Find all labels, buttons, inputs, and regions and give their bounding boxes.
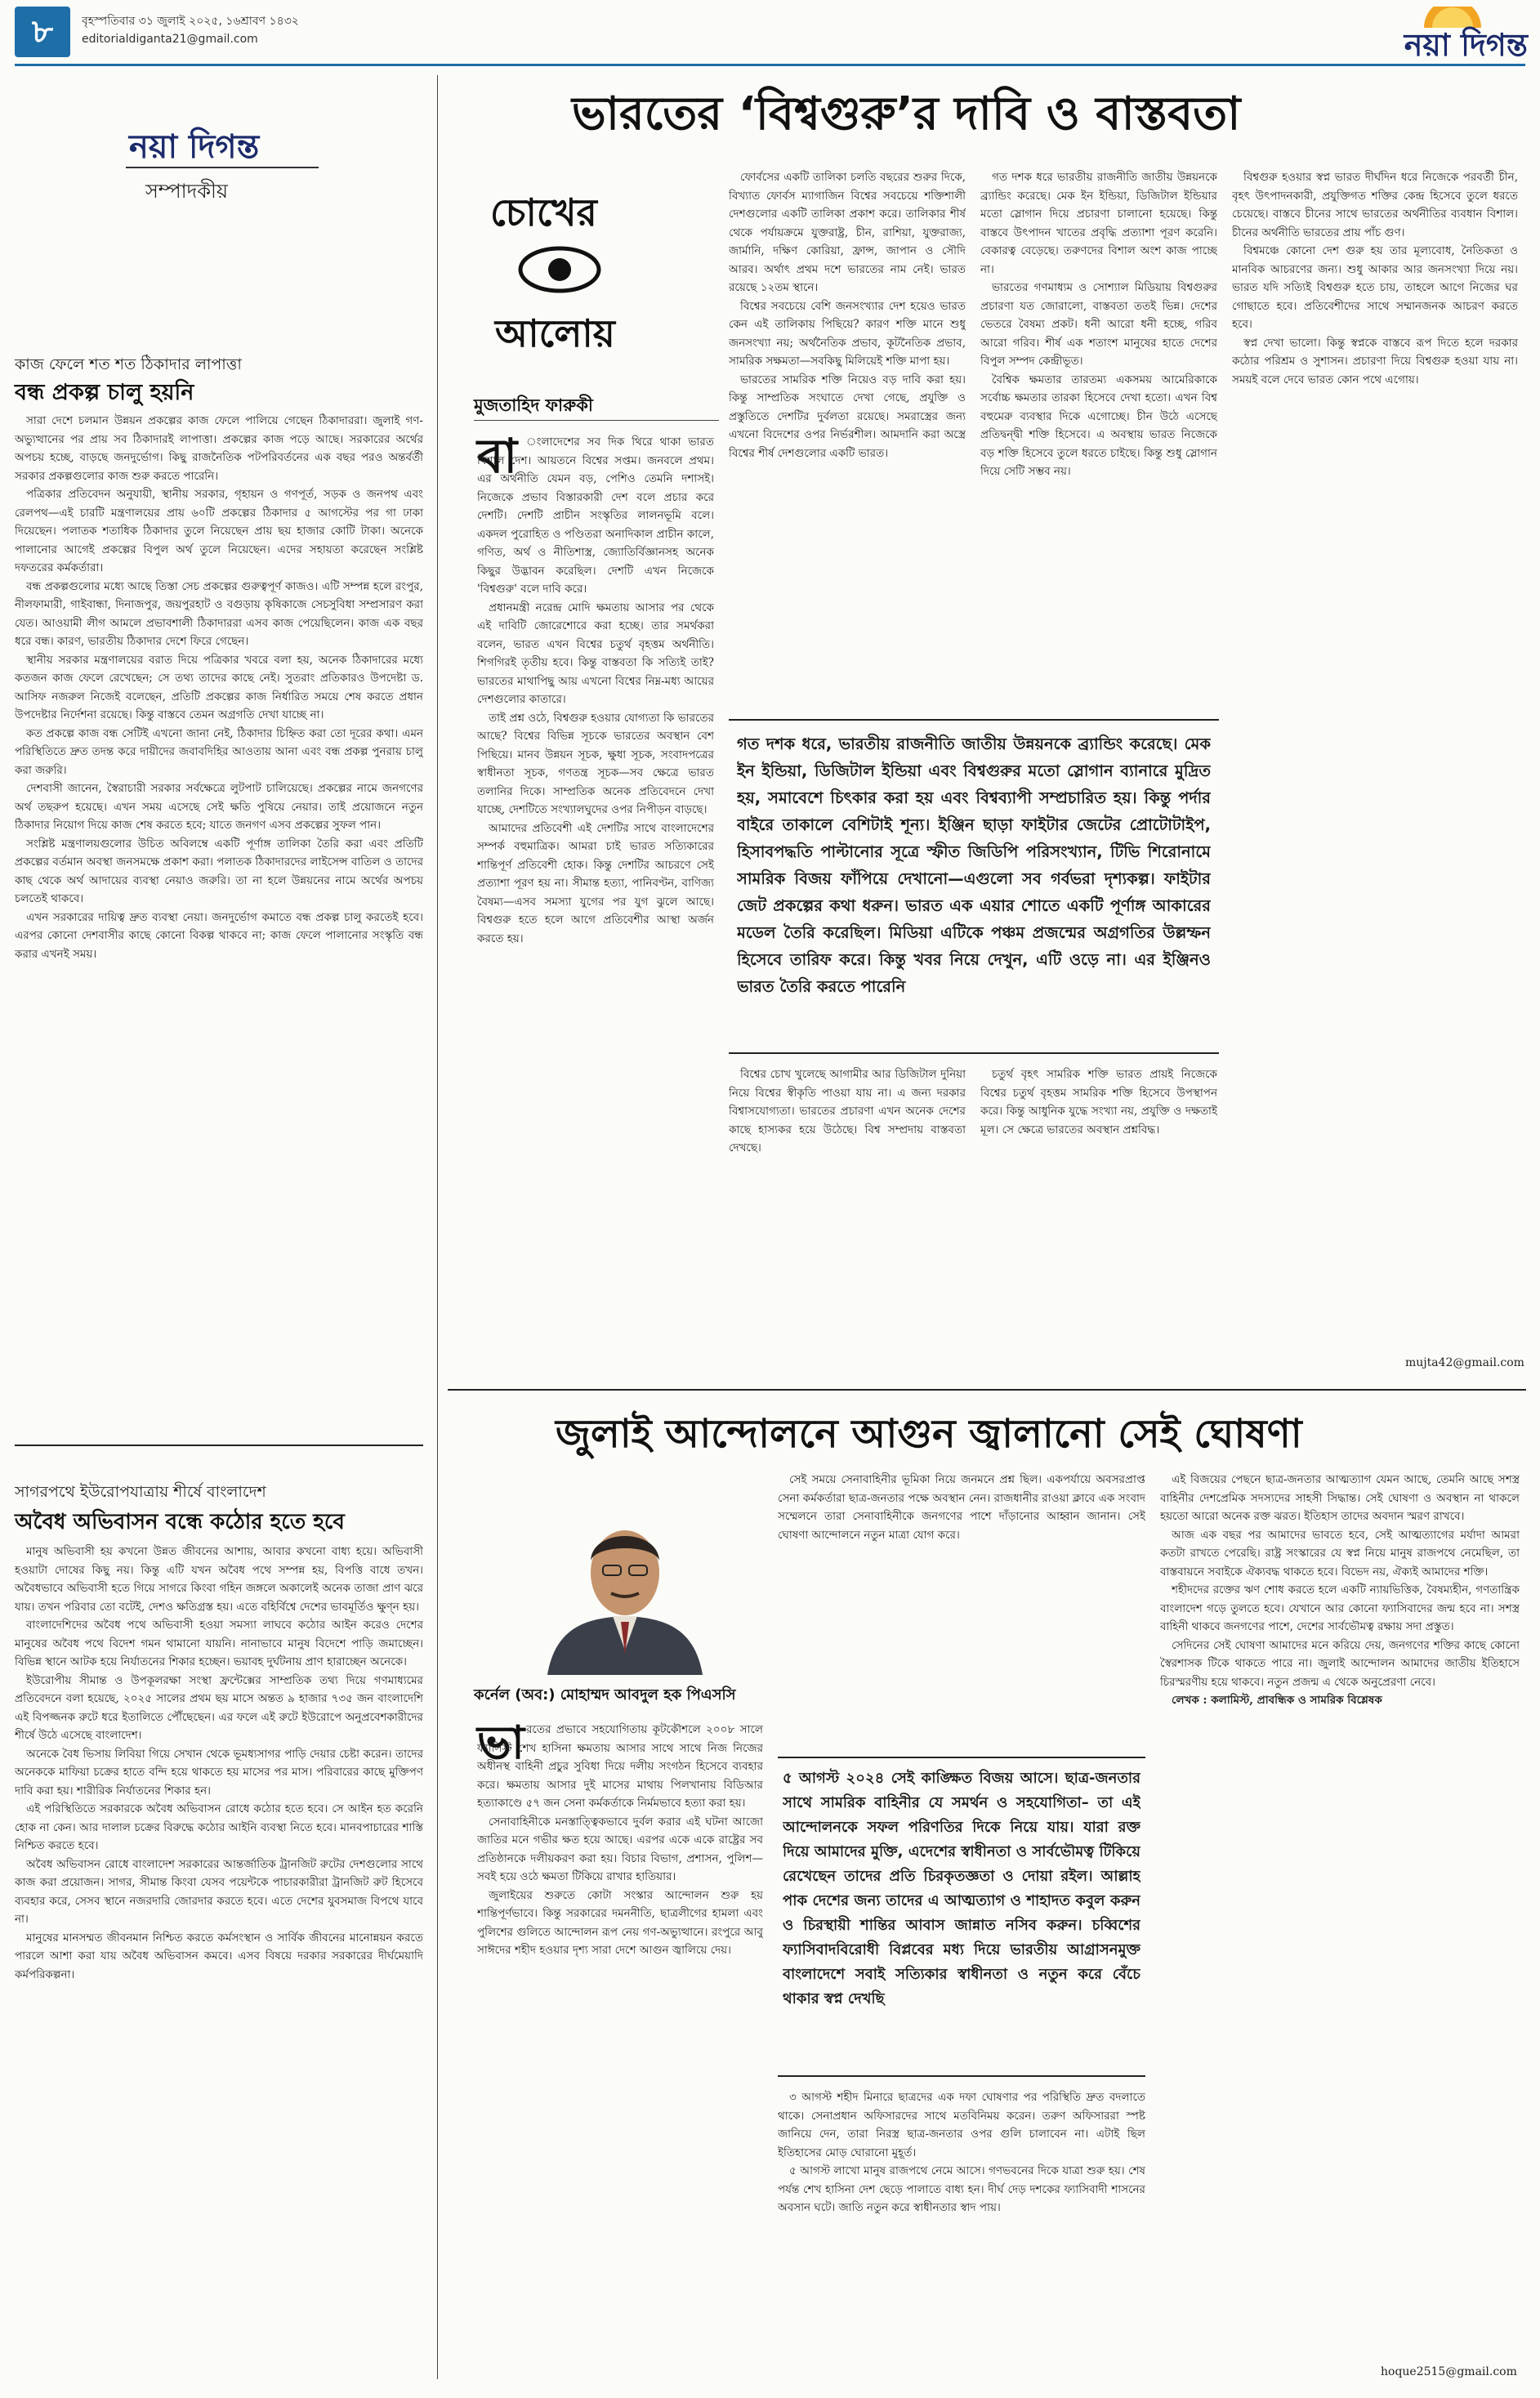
article2-dropcap: ভা xyxy=(477,1716,524,1770)
author-rule xyxy=(474,420,719,421)
item2-paragraph: অনেকে বৈধ ভিসায় লিবিয়া গিয়ে সেখান থেকে ভূমধ্যসাগর পাড়ি দেয়ার চেষ্টা করেন। তাদের অনেককে মাফিয়া চক্রের হাতে বন্দি হয়ে থাকতে হয় মাসের পর মাস। পরিবারের কাছে মুক্তিপণ দাবি করা হয়। শারীরিক নির্যাতনের শিকার হন। xyxy=(15,1747,423,1797)
article1-col2 xyxy=(729,168,966,708)
article1-dropcap: বা xyxy=(477,428,518,484)
article2-paragraph: সেনাবাহিনীকে মনস্তাত্ত্বিকভাবে দুর্বল করার এই ঘটনা আজো জাতির মনে গভীর ক্ষত হয়ে আছে। এরপর একে একে রাষ্ট্রের সব প্রতিষ্ঠানকে দলীয়করণ করা হয়। বিচার বিভাগ, প্রশাসন, পুলিশ—সবই হয়ে ওঠে ক্ষমতা টিকিয়ে রাখার হাতিয়ার। xyxy=(477,1815,763,1883)
article2-paragraph: ৩ আগস্ট শহীদ মিনারে ছাত্রদের এক দফা ঘোষণার পর পরিস্থিতি দ্রুত বদলাতে থাকে। সেনাপ্রধান অফিসারদের সাথে মতবিনিময় করেন। তরুণ অফিসাররা স্পষ্ট জানিয়ে দেন, তারা নিরস্ত্র ছাত্র-জনতার ওপর গুলি চালাবেন না। এটাই ছিল ইতিহাসের মোড় ঘোরানো মুহূর্ত। xyxy=(778,2091,1145,2159)
column-logo xyxy=(474,176,645,381)
author-photo xyxy=(531,1512,719,1675)
article1-paragraph: চতুর্থ বৃহৎ সামরিক শক্তি ভারত প্রায়ই নিজেকে বিশ্বের চতুর্থ বৃহত্তম সামরিক শক্তি হিসেবে উপস্থাপন করে। কিন্তু আধুনিক যুদ্ধে সংখ্যা নয়, প্রযুক্তি ও দক্ষতাই মূল। সে ক্ষেত্রে ভারতের অবস্থান প্রশ্নবিদ্ধ। xyxy=(980,1068,1217,1136)
article1-paragraph: বৈশ্বিক ক্ষমতার তারতম্য একসময় আমেরিকাকে সর্বোচ্চ ক্ষমতার তারকা হিসেবে দেখা হতো। এখন বিশ্ব বহুমেরু ব্যবস্থার দিকে এগোচ্ছে। চীন উঠে এসেছে প্রতিদ্বন্দ্বী শক্তি হিসেবে। এ অবস্থায় ভারত নিজেকে বড় শক্তি হিসেবে তুলে ধরতে চাইছে। কিন্তু শুধু স্লোগান দিয়ে সেটি সম্ভব নয়। xyxy=(980,373,1217,478)
article1-paragraph: ভারতের গণমাধ্যম ও সোশ্যাল মিডিয়ায় বিশ্বগুরুর প্রচারণা যত জোরালো, বাস্তবতা ততই ভিন্ন। দেশের ভেতরে বৈষম্য প্রকট। ধনী আরো ধনী হচ্ছে, গরিব আরো গরিব। শীর্ষ এক শতাংশ মানুষের হাতে দেশের বিপুল সম্পদ কেন্দ্রীভূত। xyxy=(980,281,1217,368)
article2-col2b xyxy=(778,2088,1145,2366)
author-portrait-icon xyxy=(531,1512,719,1675)
editorial-logo-underline xyxy=(126,167,319,168)
editorial-column xyxy=(15,75,423,2379)
item1-kicker: কাজ ফেলে শত শত ঠিকাদার লাপাত্তা xyxy=(15,355,242,373)
article2-callout xyxy=(778,1757,1145,2077)
page-number: ৮ xyxy=(32,13,53,51)
article1-col4 xyxy=(1232,168,1518,1345)
item2-paragraph: বাংলাদেশিদের অবৈধ পথে অভিবাসী হওয়া সমস্যা লাঘবে কঠোর আইন করেও দেশের মানুষের অবৈধ পথে বিদেশ গমন থামানো যায়নি। নানাভাবে মানুষ বিদেশে পাড়ি জমাচ্ছেন। বিভিন্ন স্থানে আটক হয়ে নির্যাতনের শিকার হচ্ছেন। ভয়াবহ দুর্ঘটনায় প্রাণ হারাচ্ছেন অনেকে। xyxy=(15,1619,423,1668)
article1-callout xyxy=(729,719,1219,1054)
article1-paragraph: ংলাদেশের সব দিক থিরে থাকা ভারত বিশাল দেশ। আয়তনে বিশ্বের সপ্তম। জনবলে প্রথম। এর অর্থনীতি যেমন বড়, পেশিও তেমনি দশাসই। নিজেকে প্রভাব বিস্তারকারী দেশ বলে প্রচার করে দেশটি। দেশটি প্রাচীন সংস্কৃতির লালনভূমি বলে। একদল পুরোহিত ও পণ্ডিতরা অনাদিকাল প্রাচীন কালে, গণিত, অর্থ ও নীতিশাস্ত্র, জ্যোতির্বিজ্ঞানসহ অনেক কিছুর উদ্ভাবন করেছিল। দেশটি এখন নিজেকে 'বিশ্বগুরু' বলে দাবি করে। xyxy=(477,435,714,596)
item2-paragraph: ইউরোপীয় সীমান্ত ও উপকূলরক্ষা সংস্থা ফ্রন্টেক্সের সাম্প্রতিক তথ্য দিয়ে গণমাধ্যমের প্রতিবেদনে বলা হয়েছে, ২০২৫ সালের প্রথম ছয় মাসে অন্তত ৯ হাজার ৭৩৫ জন বাংলাদেশি এই বিপজ্জনক রুটে ধরে ইতালিতে পৌঁছেছেন। এর ফলে এই রুটে ইউরোপে অনুপ্রবেশকারীদের শীর্ষে উঠে এসেছে বাংলাদেশ। xyxy=(15,1673,423,1742)
eye-icon xyxy=(515,243,605,296)
editorial-divider xyxy=(15,1445,423,1446)
article-divider xyxy=(448,1389,1526,1391)
item2-headline: অবৈধ অভিবাসন বন্ধে কঠোর হতে হবে xyxy=(15,1510,345,1534)
editorial-logo: নয়া দিগন্ত xyxy=(129,128,260,166)
article2-col1 xyxy=(477,1716,763,2366)
item1-paragraph: সারা দেশে চলমান উন্নয়ন প্রকল্পের কাজ ফেলে পালিয়ে গেছেন ঠিকাদাররা। জুলাই গণ-অভ্যুত্থানের পর প্রায় সব ঠিকাদারই লাপাত্তা। প্রকল্পের কাজ পড়ে আছে। সরকারের অর্থের অপচয় হচ্ছে, বাড়ছে জনদুর্ভোগ। কিছু রাজনৈতিক পটপরিবর্তনের এক বছর পরও অন্তর্বর্তী সরকার প্রকল্পগুলোর কাজ শুরু করতে পারেনি। xyxy=(15,414,423,483)
article2-paragraph: শহীদদের রক্তের ঋণ শোধ করতে হলে একটি ন্যায়ভিত্তিক, বৈষম্যহীন, গণতান্ত্রিক বাংলাদেশ গড়ে তুলতে হবে। যেখানে আর কোনো ফ্যাসিবাদের জন্ম হবে না। সশস্ত্র বাহিনী থাকবে জনগণের পাশে, দেশের সার্বভৌমত্ব রক্ষায় সদা প্রস্তুত। xyxy=(1160,1583,1520,1633)
article2-signoff[interactable]: hoque2515@gmail.com xyxy=(1381,2365,1517,2378)
item1-paragraph: দেশবাসী জানেন, স্বৈরাচারী সরকার সর্বক্ষেত্রে লুটপাট চালিয়েছে। প্রকল্পের নামে জনগণের অর্থ তছরুপ হয়েছে। এখন সময় এসেছে সেই ক্ষতি পুষিয়ে নেয়ার। তাই প্রয়োজনে নতুন ঠিকাদার নিয়োগ দিয়ে কাজ শেষ করতে হবে; যাতে জনগণ এসব প্রকল্পের সুফল পান। xyxy=(15,782,423,832)
article1-paragraph: বিশ্বমঞ্চে কোনো দেশ গুরু হয় তার মূল্যবোধ, নৈতিকতা ও মানবিক আচরণের জন্য। শুধু আকার আর জনসংখ্যা দিয়ে নয়। ভারত যদি সত্যিই বিশ্বগুরু হতে চায়, তাহলে আগে নিজের ঘর গোছাতে হবে। প্রতিবেশীদের সাথে সম্মানজনক আচরণ করতে হবে। xyxy=(1232,244,1518,331)
item1-headline: বন্ধ প্রকল্প চালু হয়নি xyxy=(15,380,194,405)
article1-paragraph: আমাদের প্রতিবেশী এই দেশটির সাথে বাংলাদেশের সম্পর্ক বহুমাত্রিক। আমরা চাই ভারত সত্যিকারের শান্তিপূর্ণ প্রতিবেশী হোক। কিন্তু দেশটির আচরণে সেই প্রত্যাশা পূরণ হয় না। সীমান্ত হত্যা, পানিবণ্টন, বাণিজ্য বৈষম্য—এসব সমস্যা যুগের পর যুগ ঝুলে আছে। বিশ্বগুরু হতে হলে আগে প্রতিবেশীর আস্থা অর্জন করতে হয়। xyxy=(477,821,714,945)
article1-callout-text: গত দশক ধরে, ভারতীয় রাজনীতি জাতীয় উন্নয়নকে ব্র্যান্ডিং করেছে। মেক ইন ইন্ডিয়া, ডিজিটাল ইন্ডিয়া এবং বিশ্বগুরুর মতো স্লোগান ব্যানারে মুদ্রিত হয়, সমাবেশে চিৎকার করা হয় এবং বিশ্বব্যাপী সম্প্রচারিত হয়। কিন্তু পর্দার বাইরে তাকালে বেশিটাই শূন্য। ইঞ্জিন ছাড়া ফাইটার জেটের প্রোটোটাইপ, হিসাবপদ্ধতি পাল্টানোর সূত্রে স্ফীত জিডিপি পরিসংখ্যান, টিভি শিরোনামে সামরিক বিজয় ফাঁপিয়ে দেখানো—এগুলো সব গর্বভরা দৃশ্যকল্প। ফাইটার জেট প্রকল্পের কথা ধরুন। ভারত এক এয়ার শোতে একটি পূর্ণাঙ্গ আকারের মডেল তৈরি করেছিল। মিডিয়া এটিকে পঞ্চম প্রজন্মের অগ্রগতির উল্লম্ফন হিসেবে তারিফ করে। কিন্তু খবর নিয়ে দেখুন, এটি ওড়ে না। এর ইঞ্জিনও ভারত তৈরি করতে পারেনি xyxy=(737,735,1211,996)
article2-col3 xyxy=(1160,1471,1520,2337)
column-logo-bottom: আলোয় xyxy=(495,311,615,355)
article2-paragraph: এই বিজয়ের পেছনে ছাত্র-জনতার আত্মত্যাগ যেমন আছে, তেমনি আছে সশস্ত্র বাহিনীর দেশপ্রেমিক সদস্যদের সাহসী সিদ্ধান্ত। সেই ঘোষণা ও অবস্থান না থাকলে হয়তো আরো অনেক রক্ত ঝরত। ইতিহাস তাদের অবদান স্মরণ রাখবে। xyxy=(1160,1473,1520,1523)
article1-col3b xyxy=(980,1065,1217,1384)
article2-paragraph: সেদিনের সেই ঘোষণা আমাদের মনে করিয়ে দেয়, জনগণের শক্তির কাছে কোনো স্বৈরশাসক টিকে থাকতে পারে না। জুলাই আন্দোলন আমাদের জাতীয় ইতিহাসে চিরস্মরণীয় হয়ে থাকবে। নতুন প্রজন্ম এ থেকে অনুপ্রেরণা নেবে। xyxy=(1160,1638,1520,1689)
item1-paragraph: বন্ধ প্রকল্পগুলোর মধ্যে আছে তিস্তা সেচ প্রকল্পের গুরুত্বপূর্ণ কাজও। এটি সম্পন্ন হলে রংপুর, নীলফামারী, গাইবান্ধা, দিনাজপুর, জয়পুরহাট ও বগুড়ায় কৃষিকাজে সেচসুবিধা সম্প্রসারণ করা যেত। আওয়ামী লীগ আমলে প্রভাবশালী ঠিকাদাররা এসব কাজ পেয়েছিলেন। কাজ এক বছর ধরে বন্ধ। কারণ, ভারতীয় ঠিকাদার দেশে ফিরে গেছেন। xyxy=(15,579,423,648)
page-number-box xyxy=(15,7,70,57)
article1-paragraph: ফোর্বসের একটি তালিকা চলতি বছরের শুরুর দিকে, বিখ্যাত ফোর্বস ম্যাগাজিন বিশ্বের সবচেয়ে শক্তিশালী দেশগুলোর একটি তালিকা প্রকাশ করে। তালিকার শীর্ষ থেকে পর্যায়ক্রমে যুক্তরাষ্ট্র, চীন, রাশিয়া, যুক্তরাজ্য, জার্মানি, দক্ষিণ কোরিয়া, ফ্রান্স, জাপান ও সৌদি আরব। অর্থাৎ প্রথম দশে ভারতের নাম নেই। ভারত রয়েছে ১২তম স্থানে। xyxy=(729,171,966,294)
article1-col1 xyxy=(477,428,714,1413)
article1-col3 xyxy=(980,168,1217,708)
masthead-logo xyxy=(1340,7,1528,63)
item1-paragraph: এখন সরকারের দায়িত্ব দ্রুত ব্যবস্থা নেয়া। জনদুর্ভোগ কমাতে বন্ধ প্রকল্প চালু করতেই হবে। এরপর কোনো দেশবাসীর কাছে কোনো বিকল্প থাকবে না; কাজ ফেলে পালানোর সংস্কৃতি বন্ধ করার এখনই সময়। xyxy=(15,910,423,961)
article1-paragraph: স্বপ্ন দেখা ভালো। কিন্তু স্বপ্নকে বাস্তবে রূপ দিতে হলে দরকার কঠোর পরিশ্রম ও সুশাসন। প্রচারণা দিয়ে বিশ্বগুরু হওয়া যায় না। সময়ই বলে দেবে ভারত কোন পথে এগোয়। xyxy=(1232,336,1518,386)
item1-paragraph: স্থানীয় সরকার মন্ত্রণালয়ের বরাত দিয়ে পত্রিকার খবরে বলা হয়, অনেক ঠিকাদারের মধ্যে কতজন কাজ ফেলে রেখেছেন; সে তথ্য তাদের কাছে নেই। সুতরাং প্রতিকারও উপদেষ্টা ড. আসিফ নজরুল নিজেই বলেছেন, প্রতিটি প্রকল্পের কাজ নির্ধারিত সময়ে শেষ করতে প্রধান উপদেষ্টার নির্দেশনা রয়েছে। কিন্তু বাস্তবে তেমন অগ্রগতি দেখা যাচ্ছে না। xyxy=(15,653,423,721)
item1-paragraph: সংশ্লিষ্ট মন্ত্রণালয়গুলোর উচিত অবিলম্বে একটি পূর্ণাঙ্গ তালিকা তৈরি করা এবং প্রতিটি প্রকল্পের বর্তমান অবস্থা জনসমক্ষে প্রকাশ করা। পলাতক ঠিকাদারদের লাইসেন্স বাতিল ও তাদের কাছ থেকে অর্থ আদায়ের ব্যবস্থা নেয়াও জরুরি। তা না হলে উন্নয়নের নামে অর্থের অপচয় চলতেই থাকবে। xyxy=(15,837,423,905)
article2-paragraph: রতের প্রভাবে সহযোগিতায় কূটকৌশলে ২০০৮ সালে ফ্যাসিস্ট শেখ হাসিনা ক্ষমতায় আসার সাথে সাথে নিজ নিজের অধীনস্থ বাহিনী প্রচুর সুবিধা দিয়ে দলীয় সংগঠন হিসেবে ব্যবহার করে। ক্ষমতায় আসার দুই মাসের মাথায় পিলখানায় বিডিআর হত্যাকাণ্ডে ৫৭ জন সেনা কর্মকর্তাকে নির্মমভাবে হত্যা করা হয়। xyxy=(477,1723,763,1810)
item2-paragraph: মানুষ অভিবাসী হয় কখনো উন্নত জীবনের আশায়, আবার কখনো বাধ্য হয়ে। অভিবাসী হওয়াটা দোষের কিছু নয়। কিন্তু এটি যখন অবৈধ পথে সম্পন্ন হয়, বিপত্তি বাধে তখন। অবৈধভাবে অভিবাসী হতে গিয়ে সাগরে কিংবা গহিন জঙ্গলে অকালেই অনেক তাজা প্রাণ ঝরে যায়। তখন পরিবার তো বটেই, দেশও ক্ষতিগ্রস্ত হয়। এতে বহির্বিশ্বে দেশের ভাবমূর্তিও ক্ষুণ্ন হয়। xyxy=(15,1545,423,1614)
section-label: সম্পাদকীয় xyxy=(145,180,229,203)
article2-author: কর্নেল (অব:) মোহাম্মদ আবদুল হক পিএসসি xyxy=(474,1686,736,1704)
item2-paragraph: এই পরিস্থিতিতে সরকারকে অবৈধ অভিবাসন রোধে কঠোর হতে হবে। সে আইন হত করেনি হোক না কেন। আর দালাল চক্রের বিরুদ্ধে কঠোর আইনি ব্যবস্থা নিতে হবে। মানবপাচারের শাস্তি নিশ্চিত করতে হবে। xyxy=(15,1802,423,1852)
article1-headline xyxy=(572,82,1520,152)
column-divider xyxy=(437,75,438,2379)
article1-paragraph: প্রধানমন্ত্রী নরেন্দ্র মোদি ক্ষমতায় আসার পর থেকে এই দাবিটি জোরেশোরে করা হচ্ছে। তার সমর্থকরা বলেন, ভারত এখন বিশ্বের চতুর্থ বৃহত্তম অর্থনীতি। শিগগিরই তৃতীয় হবে। কিন্তু বাস্তবতা কি সত্যিই তাই? ভারতের মাথাপিছু আয় এখনো বিশ্বের নিম্ন-মধ্য আয়ের দেশগুলোর কাতারে। xyxy=(477,601,714,706)
article1-paragraph: ভারতের সামরিক শক্তি নিয়েও বড় দাবি করা হয়। কিন্তু সাম্প্রতিক সংঘাতে দেখা গেছে, প্রযুক্তি ও প্রস্তুতিতে দেশটির দুর্বলতা রয়েছে। সমরাস্ত্রের জন্য এখনো বিদেশের ওপর নির্ভরশীল। আমদানি করা অস্ত্রে বিশ্বের শীর্ষ দেশগুলোর একটি ভারত। xyxy=(729,373,966,460)
article1-headline-text: ভারতের ‘বিশ্বগুরু’র দাবি ও বাস্তবতা xyxy=(572,87,1241,141)
article2-col2a xyxy=(778,1471,1145,1748)
item1-paragraph: কত প্রকল্পে কাজ বন্ধ সেটিই এখনো জানা নেই, ঠিকাদার চিহ্নিত করা তো দূরের কথা। এমন পরিস্থিতিতে দ্রুত তদন্ত করে দায়ীদের জবাবদিহির আওতায় আনা এবং বন্ধ প্রকল্প পুনরায় চালু করা জরুরি। xyxy=(15,726,423,777)
item2-paragraph: মানুষের মানসম্মত জীবনমান নিশ্চিত করতে কর্মসংস্থান ও সার্বিক জীবনের মানোন্নয়ন করতে পারলে আশা করা যায় অবৈধ অভিবাসন কমবে। এসব বিষয়ে দরকার সরকারের দীর্ঘমেয়াদি কর্মপরিকল্পনা। xyxy=(15,1931,423,1981)
article2-headline: জুলাই আন্দোলনে আগুন জ্বালানো সেই ঘোষণা xyxy=(556,1411,1302,1457)
date-line: বৃহস্পতিবার ৩১ জুলাই ২০২৫, ১৬শ্রাবণ ১৪৩২ xyxy=(82,15,299,28)
article1-author: মুজতাহিদ ফারুকী xyxy=(474,395,593,415)
item1-paragraph: পত্রিকার প্রতিবেদন অনুযায়ী, স্থানীয় সরকার, গৃহায়ন ও গণপূর্ত, সড়ক ও জনপথ এবং রেলপথ—এই চারটি মন্ত্রণালয়ের প্রায় ৬০টি প্রকল্পের ঠিকাদার ৫ আগস্টের পর গা ঢাকা দিয়েছেন। পলাতক শতাধিক ঠিকাদার তুলে নিয়েছেন প্রায় ছয় হাজার কোটি টাকা। অনেকে পালানোর আগেই প্রকল্পের বিপুল অর্থ তুলে নিয়েছেন। এদের সহায়তা করেছেন সংশ্লিষ্ট দফতরের কর্মকর্তারা। xyxy=(15,488,423,574)
item1-body xyxy=(15,412,423,1438)
article1-paragraph: বিশ্বের চোখ খুলেছে আগামীর আর ডিজিটাল দুনিয়া নিয়ে বিশ্বের স্বীকৃতি পাওয়া যায় না। এ জন্য দরকার বিশ্বাসযোগ্যতা। ভারতের প্রচারণা এখন অনেক দেশের কাছে হাস্যকর হয়ে উঠেছে। বিশ্ব সম্প্রদায় বাস্তবতা দেখছে। xyxy=(729,1068,966,1154)
article2-paragraph: জুলাইয়ের শুরুতে কোটা সংস্কার আন্দোলন শুরু হয় শান্তিপূর্ণভাবে। কিন্তু সরকারের দমননীতি, ছাত্রলীগের হামলা এবং পুলিশের গুলিতে আন্দোলন রূপ নেয় গণ-অভ্যুত্থানে। রংপুরে আবু সাঈদের শহীদ হওয়ার দৃশ্য সারা দেশে আগুন জ্বালিয়ে দেয়। xyxy=(477,1888,763,1957)
article1-col2b xyxy=(729,1065,966,1384)
article1-signoff[interactable]: mujta42@gmail.com xyxy=(1405,1356,1524,1369)
article2-callout-text: ৫ আগস্ট ২০২৪ সেই কাঙ্ক্ষিত বিজয় আসে। ছাত্র-জনতার সাথে সামরিক বাহিনীর যে সমর্থন ও সহযোগিতা– তা এই আন্দোলনকে সফল পরিণতির দিকে নিয়ে যায়। যারা রক্ত দিয়ে আমাদের মুক্তি, এদেশের স্বাধীনতা ও সার্বভৌমত্ব টিকিয়ে রেখেছেন তাদের প্রতি চিরকৃতজ্ঞতা ও দোয়া রইল। আল্লাহ পাক দেশের জন্য তাদের এ আত্মত্যাগ ও শাহাদত কবুল করুন ও চিরস্থায়ী শান্তির আবাস জান্নাত নসিব করুন। চব্বিশের ফ্যাসিবাদবিরোধী বিপ্লবের মধ্য দিয়ে ভারতীয় আগ্রাসনমুক্ত বাংলাদেশে সবাই সত্যিকার স্বাধীনতা ও নতুন করে বেঁচে থাকার স্বপ্ন দেখছি xyxy=(783,1770,1140,2007)
article1-paragraph: বিশ্বগুরু হওয়ার স্বপ্ন ভারত দীর্ঘদিন ধরে নিজেকে পরবর্তী চীন, বৃহৎ উৎপাদনকারী, প্রযুক্তিগত শক্তির কেন্দ্র হিসেবে তুলে ধরতে চেয়েছে। বাস্তবে চীনের সাথে ভারতের অর্থনীতির ব্যবধান বিশাল। চীনের অর্থনীতি ভারতের প্রায় পাঁচ গুণ। xyxy=(1232,171,1518,239)
article1-paragraph: বিশ্বের সবচেয়ে বেশি জনসংখ্যার দেশ হয়েও ভারত কেন এই তালিকায় পিছিয়ে? কারণ শক্তি মানে শুধু জনসংখ্যা নয়; অর্থনৈতিক প্রভাব, কূটনৈতিক প্রভাব, সামরিক সক্ষমতা—সবকিছু মিলিয়েই শক্তি মাপা হয়। xyxy=(729,299,966,368)
item2-body xyxy=(15,1543,423,2376)
item2-paragraph: অবৈধ অভিবাসন রোধে বাংলাদেশ সরকারের আন্তর্জাতিক ট্রানজিট রুটের দেশগুলোর সাথে কাজ করা প্রয়োজন। সাগর, সীমান্ত কিংবা যেসব পয়েন্টকে পাচারকারীরা ট্রানজিট রুট হিসেবে ব্যবহার করে, সেসব স্থানে নজরদারি জোরদার করতে হবে। এতে দেশের যুবসমাজ বিপথে যাবে না। xyxy=(15,1857,423,1926)
article2-paragraph: লেখক : কলামিস্ট, প্রাবন্ধিক ও সামরিক বিশ্লেষক xyxy=(1172,1694,1382,1707)
column-logo-top: চোখের xyxy=(490,190,597,234)
item2-kicker: সাগরপথে ইউরোপযাত্রায় শীর্ষে বাংলাদেশ xyxy=(15,1483,266,1501)
masthead-logo-text: নয়া দিগন্ত xyxy=(1404,27,1528,63)
article2-paragraph: আজ এক বছর পর আমাদের ভাবতে হবে, সেই আত্মত্যাগের মর্যাদা আমরা কতটা রাখতে পেরেছি। রাষ্ট্র সংস্কারের যে স্বপ্ন নিয়ে মানুষ রাজপথে নেমেছিল, তা বাস্তবায়নে সবাইকে ঐক্যবদ্ধ থাকতে হবে। বিভেদ নয়, ঐক্যই আমাদের শক্তি। xyxy=(1160,1528,1520,1579)
article2-paragraph: ৫ আগস্ট লাখো মানুষ রাজপথে নেমে আসে। গণভবনের দিকে যাত্রা শুরু হয়। শেষ পর্যন্ত শেখ হাসিনা দেশ ছেড়ে পালাতে বাধ্য হন। দীর্ঘ দেড় দশকের ফ্যাসিবাদী শাসনের অবসান ঘটে। জাতি নতুন করে স্বাধীনতার স্বাদ পায়। xyxy=(778,2164,1145,2214)
article1-paragraph: গত দশক ধরে ভারতীয় রাজনীতি জাতীয় উন্নয়নকে ব্র্যান্ডিং করেছে। মেক ইন ইন্ডিয়া, ডিজিটাল ইন্ডিয়ার মতো স্লোগান দিয়ে প্রচারণা চালানো হয়েছে। কিন্তু বাস্তবে উৎপাদন খাতের প্রবৃদ্ধি প্রত্যাশা পূরণ করেনি। বেকারত্ব বেড়েছে। তরুণদের বিশাল অংশ কাজ পাচ্ছে না। xyxy=(980,171,1217,276)
header-rule xyxy=(15,64,1525,66)
article2-paragraph: সেই সময়ে সেনাবাহিনীর ভূমিকা নিয়ে জনমনে প্রশ্ন ছিল। একপর্যায়ে অবসরপ্রাপ্ত সেনা কর্মকর্তারা ছাত্র-জনতার পক্ষে অবস্থান নেন। রাজধানীর রাওয়া ক্লাবে এক সংবাদ সম্মেলনে তারা সেনাবাহিনীকে জনগণের পাশে দাঁড়ানোর আহ্বান জানান। সেই ঘোষণা আন্দোলনে নতুন মাত্রা যোগ করে। xyxy=(778,1473,1145,1542)
article1-paragraph: তাই প্রশ্ন ওঠে, বিশ্বগুরু হওয়ার যোগ্যতা কি ভারতের আছে? বিশ্বের বিভিন্ন সূচকে ভারতের অবস্থান বেশ পিছিয়ে। মানব উন্নয়ন সূচক, ক্ষুধা সূচক, সংবাদপত্রের স্বাধীনতা সূচক, গণতন্ত্র সূচক—সব ক্ষেত্রে ভারত তলানির দিকে। সাম্প্রতিক অনেক প্রতিবেদনে দেখা যাচ্ছে, দেশটিতে সংখ্যালঘুদের ওপর নিপীড়ন বাড়ছে। xyxy=(477,711,714,816)
editorial-email[interactable]: editorialdiganta21@gmail.com xyxy=(82,33,258,46)
